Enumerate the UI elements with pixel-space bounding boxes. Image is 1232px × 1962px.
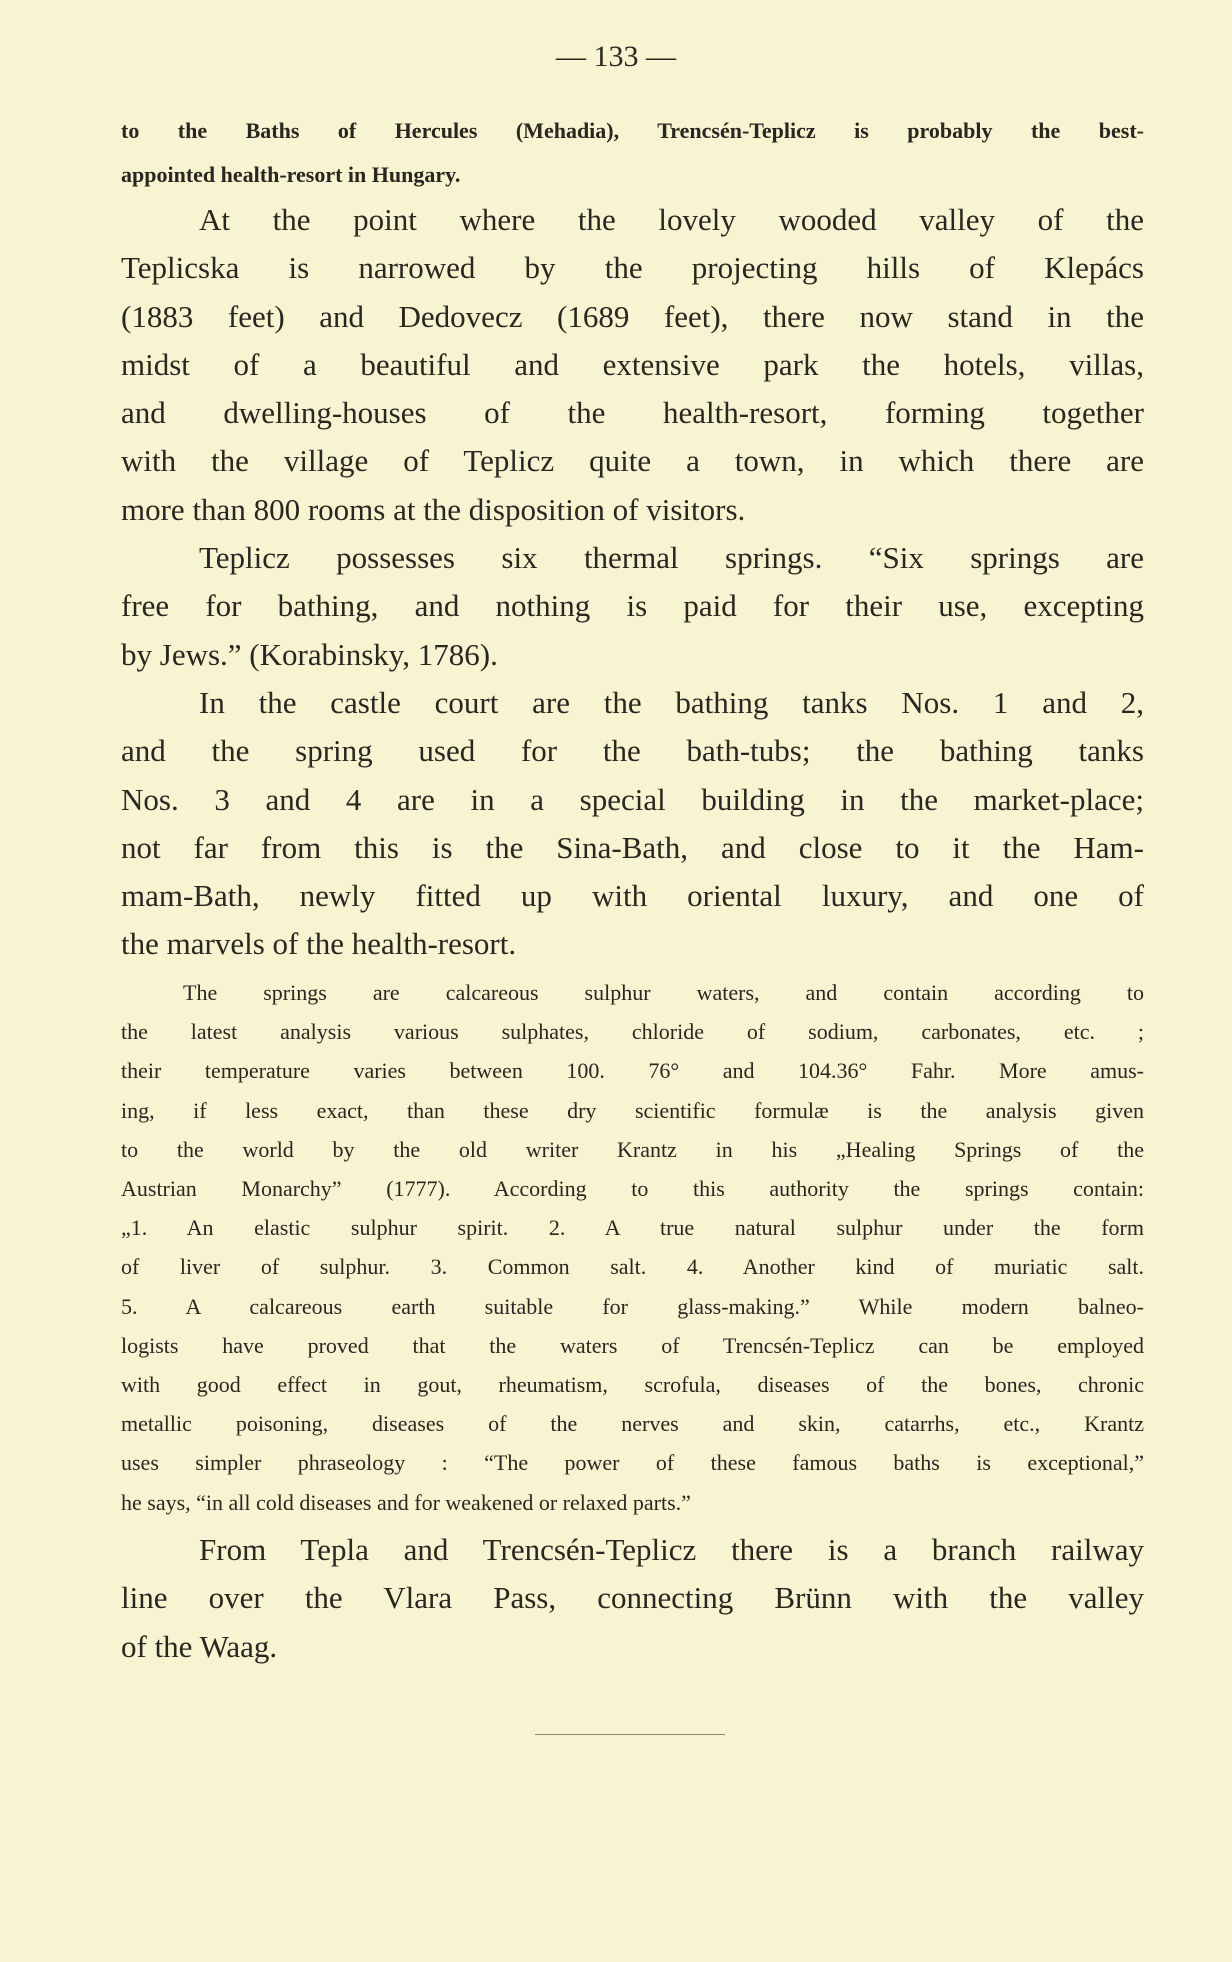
text-line: appointed health-resort in Hungary.: [121, 162, 461, 187]
text-line: uses simpler phraseology : “The power of these famous baths is exceptional,”: [121, 1450, 1144, 1476]
text-line: the latest analysis various sulphates, chloride of sodium, carbonates, etc. ;: [121, 1019, 1144, 1045]
small-print-paragraph: [121, 973, 1144, 1522]
text-line: and the spring used for the bath-tubs; the bathing tanks: [121, 733, 1144, 769]
text-line: metallic poisoning, diseases of the nerves and skin, catarrhs, etc., Krantz: [121, 1411, 1144, 1437]
text-line: midst of a beautiful and extensive park the hotels, villas,: [121, 346, 1144, 382]
text-line: Teplicz possesses six thermal springs. “Six springs are: [199, 540, 1144, 576]
text-line: of the Waag.: [121, 1628, 278, 1664]
text-line: not far from this is the Sina-Bath, and close to it the Ham-: [121, 829, 1144, 865]
paragraph-railway: [121, 1526, 1144, 1671]
text-line: ing, if less exact, than these dry scientific formulæ is the analysis given: [121, 1097, 1144, 1123]
text-line: logists have proved that the waters of Trencsén-Teplicz can be employed: [121, 1332, 1144, 1358]
text-line: „1. An elastic sulphur spirit. 2. A true natural sulphur under the form: [121, 1215, 1144, 1241]
text-line: more than 800 rooms at the disposition of visitors.: [121, 491, 746, 527]
text-line: of liver of sulphur. 3. Common salt. 4. Another kind of muriatic salt.: [121, 1254, 1144, 1280]
text-line: with good effect in gout, rheumatism, scrofula, diseases of the bones, chronic: [121, 1372, 1144, 1398]
text-line: Nos. 3 and 4 are in a special building in the market-place;: [121, 781, 1144, 817]
text-line: In the castle court are the bathing tanks Nos. 1 and 2,: [199, 684, 1144, 720]
text-line: line over the Vlara Pass, connecting Brünn with the valley: [121, 1580, 1144, 1616]
page-number: — 133 —: [556, 40, 676, 73]
text-line: free for bathing, and nothing is paid for their use, excepting: [121, 588, 1144, 624]
text-line: mam-Bath, newly fitted up with oriental luxury, and one of: [121, 878, 1144, 914]
text-line: At the point where the lovely wooded valley of the: [199, 202, 1144, 237]
text-line: he says, “in all cold diseases and for weakened or relaxed parts.”: [121, 1489, 691, 1515]
text-line: to the Baths of Hercules (Mehadia), Trencsén-Teplicz is probably the best-: [121, 118, 1144, 143]
text-line: Teplicska is narrowed by the projecting hills of Klepács: [121, 250, 1144, 286]
text-line: The springs are calcareous sulphur waters, and contain according to: [183, 980, 1144, 1005]
paragraph-valley: [121, 196, 1144, 969]
text-line: (1883 feet) and Dedovecz (1689 feet), there now stand in the: [121, 298, 1144, 334]
text-line: to the world by the old writer Krantz in his „Healing Springs of the: [121, 1136, 1144, 1162]
text-line: with the village of Teplicz quite a town, in which there are: [121, 443, 1144, 479]
text-line: and dwelling-houses of the health-resort, forming together: [121, 395, 1144, 431]
text-line: Austrian Monarchy” (1777). According to this authority the springs contain:: [121, 1176, 1144, 1202]
text-line: the marvels of the health-resort.: [121, 926, 517, 962]
end-rule-divider: [535, 1734, 725, 1735]
text-line: From Tepla and Trencsén-Teplicz there is a branch railway: [199, 1532, 1144, 1567]
continued-paragraph: [121, 109, 1144, 197]
text-line: their temperature varies between 100. 76° and 104.36° Fahr. More amus-: [121, 1058, 1144, 1084]
text-line: 5. A calcareous earth suitable for glass-making.” While modern balneo-: [121, 1293, 1144, 1319]
text-line: by Jews.” (Korabinsky, 1786).: [121, 636, 498, 672]
